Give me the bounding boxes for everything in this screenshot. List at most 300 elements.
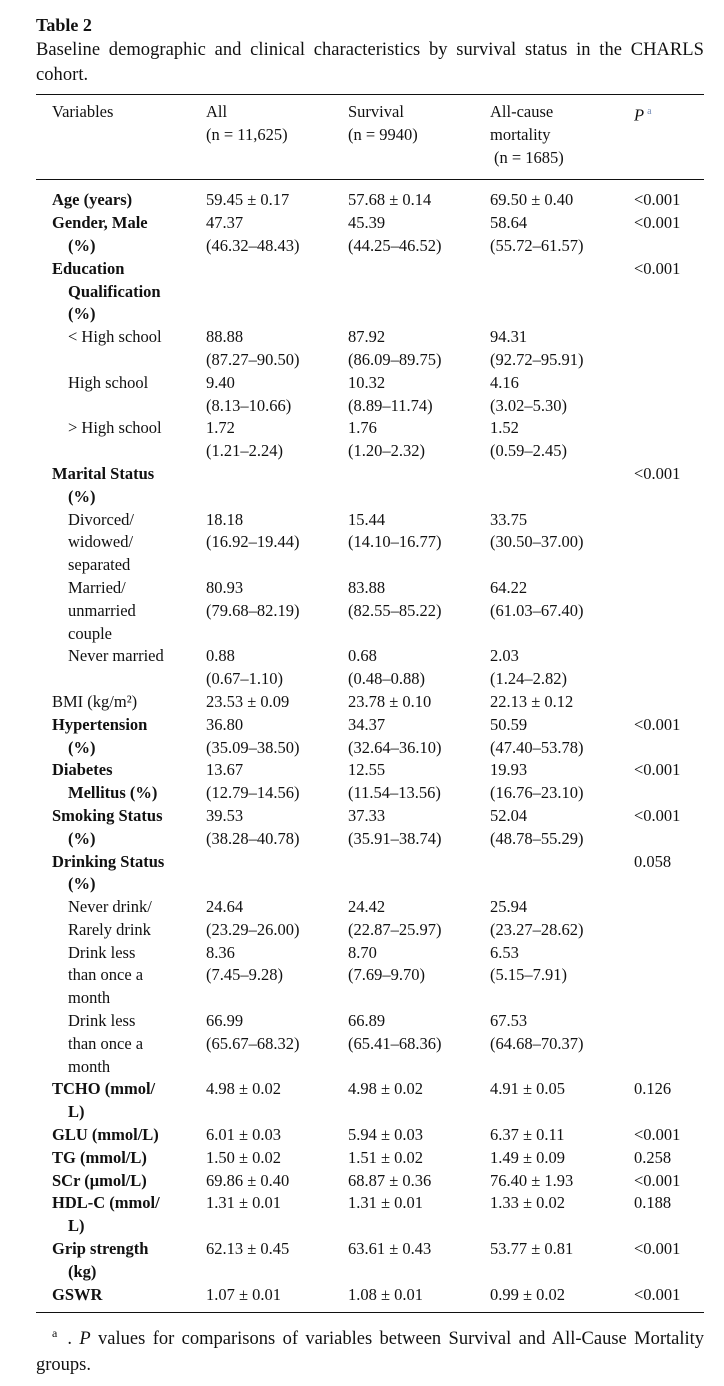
- cell-mortality-line: 1.52: [490, 418, 519, 438]
- cell-all-line: 88.88: [206, 327, 244, 347]
- cell-all-line: (65.67–68.32): [206, 1033, 300, 1053]
- cell-all-line: (38.28–40.78): [206, 828, 300, 848]
- cell-p-value: [632, 942, 704, 1010]
- row-label-line: (kg): [68, 1261, 97, 1281]
- footnote-prefix: .: [67, 1329, 80, 1350]
- cell-all-line: 1.07 ± 0.01: [206, 1284, 282, 1304]
- header-variables-text: Variables: [52, 102, 114, 121]
- cell-all: [206, 1147, 348, 1170]
- header-all: [206, 95, 348, 179]
- cell-p-value: [632, 372, 704, 418]
- table-row: [36, 759, 704, 805]
- cell-all-line: 0.88: [206, 646, 235, 666]
- table-row: [36, 645, 704, 691]
- cell-all-line: 47.37: [206, 213, 244, 233]
- cell-survival-line: 66.89: [348, 1011, 386, 1031]
- cell-survival: [348, 645, 490, 691]
- table-row: [36, 805, 704, 851]
- row-label-line: Diabetes: [52, 760, 113, 780]
- cell-p-value: [632, 1238, 704, 1284]
- cell-mortality: [490, 1170, 632, 1193]
- row-label: [36, 463, 206, 509]
- cell-mortality-line: (0.59–2.45): [490, 441, 567, 461]
- cell-survival-line: 10.32: [348, 372, 386, 392]
- cell-mortality-line: (55.72–61.57): [490, 235, 584, 255]
- cell-survival-line: 83.88: [348, 577, 386, 597]
- cell-p-value: [632, 258, 704, 326]
- row-label-line: (%): [68, 737, 96, 757]
- row-label-line: Drink less: [68, 1011, 136, 1031]
- cell-all-line: 1.31 ± 0.01: [206, 1193, 282, 1213]
- row-label: [36, 1170, 206, 1193]
- cell-survival-line: 1.51 ± 0.02: [348, 1147, 424, 1167]
- header-survival: [348, 95, 490, 179]
- cell-p-value: [632, 691, 704, 714]
- cell-p-value: [632, 417, 704, 463]
- cell-p-value: [632, 645, 704, 691]
- cell-mortality-line: 94.31: [490, 327, 528, 347]
- cell-survival: [348, 577, 490, 645]
- cell-survival: [348, 714, 490, 760]
- cell-mortality: [490, 691, 632, 714]
- cell-p-value: [632, 805, 704, 851]
- row-label-line: < High school: [68, 327, 162, 347]
- cell-p-value: [632, 851, 704, 897]
- row-label-line: L): [68, 1102, 85, 1122]
- cell-p-value: [632, 1078, 704, 1124]
- cell-survival-line: 4.98 ± 0.02: [348, 1079, 424, 1099]
- cell-mortality-line: (23.27–28.62): [490, 919, 584, 939]
- cell-mortality: [490, 896, 632, 942]
- row-label: [36, 1238, 206, 1284]
- cell-all-line: (0.67–1.10): [206, 669, 283, 689]
- cell-survival: [348, 942, 490, 1010]
- cell-all: [206, 1238, 348, 1284]
- row-label-line: couple: [68, 623, 112, 643]
- row-label: [36, 691, 206, 714]
- cell-p-value: [632, 577, 704, 645]
- cell-survival-line: 1.08 ± 0.01: [348, 1284, 424, 1304]
- cell-all: [206, 896, 348, 942]
- cell-survival: [348, 1010, 490, 1078]
- row-label: [36, 258, 206, 326]
- cell-survival: [348, 896, 490, 942]
- cell-p-value: [632, 1010, 704, 1078]
- table-row: [36, 417, 704, 463]
- cell-survival: [348, 509, 490, 577]
- cell-survival-line: 45.39: [348, 213, 386, 233]
- cell-all: [206, 645, 348, 691]
- cell-survival-line: 24.42: [348, 897, 386, 917]
- cell-all: [206, 691, 348, 714]
- cell-mortality: [490, 258, 632, 326]
- cell-all-line: 36.80: [206, 714, 244, 734]
- cell-p-value-line: <0.001: [634, 1284, 681, 1304]
- cell-mortality: [490, 463, 632, 509]
- row-label: [36, 212, 206, 258]
- cell-p-value-line: <0.001: [634, 760, 681, 780]
- table-row: [36, 463, 704, 509]
- cell-mortality-line: 6.53: [490, 942, 519, 962]
- row-label: [36, 942, 206, 1010]
- cell-all: [206, 851, 348, 897]
- cell-mortality-line: 25.94: [490, 897, 528, 917]
- cell-survival-line: 0.68: [348, 646, 377, 666]
- row-label-line: month: [68, 988, 111, 1008]
- row-label: [36, 326, 206, 372]
- cell-p-value-line: 0.258: [634, 1147, 672, 1167]
- row-label: [36, 645, 206, 691]
- cell-survival-line: (0.48–0.88): [348, 669, 425, 689]
- cell-mortality: [490, 1010, 632, 1078]
- table-row: [36, 691, 704, 714]
- table-row: [36, 372, 704, 418]
- cell-all: [206, 759, 348, 805]
- header-all-n: (n = 11,625): [206, 124, 288, 144]
- cell-survival-line: 37.33: [348, 805, 386, 825]
- cell-p-value: [632, 1124, 704, 1147]
- cell-all-line: 23.53 ± 0.09: [206, 691, 290, 711]
- cell-survival-line: (8.89–11.74): [348, 395, 433, 415]
- cell-all: [206, 1078, 348, 1124]
- cell-mortality: [490, 1078, 632, 1124]
- footnote-p-letter: P: [79, 1329, 91, 1350]
- cell-mortality: [490, 212, 632, 258]
- row-label-line: unmarried: [68, 600, 136, 620]
- row-label: [36, 509, 206, 577]
- cell-p-value-line: <0.001: [634, 1125, 681, 1145]
- cell-p-value: [632, 463, 704, 509]
- cell-survival-line: 1.31 ± 0.01: [348, 1193, 424, 1213]
- table-row: [36, 509, 704, 577]
- cell-mortality-line: 4.91 ± 0.05: [490, 1079, 566, 1099]
- cell-mortality: [490, 372, 632, 418]
- row-label-line: Married/: [68, 577, 126, 597]
- cell-all-line: 24.64: [206, 897, 244, 917]
- cell-mortality-line: 0.99 ± 0.02: [490, 1284, 566, 1304]
- cell-survival: [348, 372, 490, 418]
- row-label-line: HDL-C (mmol/: [52, 1193, 160, 1213]
- cell-survival-line: (7.69–9.70): [348, 965, 425, 985]
- cell-all-line: 1.50 ± 0.02: [206, 1147, 282, 1167]
- cell-mortality: [490, 577, 632, 645]
- cell-survival: [348, 1147, 490, 1170]
- row-label: [36, 1124, 206, 1147]
- cell-all: [206, 372, 348, 418]
- footnote-mark: a: [52, 1326, 58, 1341]
- cell-all: [206, 212, 348, 258]
- cell-survival-line: 8.70: [348, 942, 377, 962]
- cell-survival: [348, 1124, 490, 1147]
- table-row: [36, 1147, 704, 1170]
- cell-all: [206, 1124, 348, 1147]
- cell-all-line: 18.18: [206, 509, 244, 529]
- row-label: [36, 1284, 206, 1313]
- row-label-line: (%): [68, 235, 96, 255]
- cell-survival-line: (86.09–89.75): [348, 349, 442, 369]
- cell-survival: [348, 212, 490, 258]
- table-row: [36, 180, 704, 212]
- cell-p-value-line: <0.001: [634, 1170, 681, 1190]
- cell-mortality-line: (16.76–23.10): [490, 783, 584, 803]
- cell-mortality: [490, 942, 632, 1010]
- row-label-line: Grip strength: [52, 1239, 149, 1259]
- cell-all-line: 69.86 ± 0.40: [206, 1170, 290, 1190]
- cell-p-value: [632, 1147, 704, 1170]
- cell-mortality-line: (3.02–5.30): [490, 395, 567, 415]
- cell-all-line: 1.72: [206, 418, 235, 438]
- row-label: [36, 714, 206, 760]
- header-survival-n: (n = 9940): [348, 124, 418, 144]
- table-row: [36, 1010, 704, 1078]
- table-row: [36, 896, 704, 942]
- cell-mortality-line: 6.37 ± 0.11: [490, 1125, 565, 1145]
- row-label: [36, 1192, 206, 1238]
- row-label-line: Education: [52, 258, 125, 278]
- cell-mortality-line: 1.33 ± 0.02: [490, 1193, 566, 1213]
- row-label: [36, 1010, 206, 1078]
- cell-all-line: 80.93: [206, 577, 244, 597]
- header-p-label: P: [634, 105, 645, 125]
- cell-all-line: 13.67: [206, 760, 244, 780]
- cell-mortality: [490, 805, 632, 851]
- header-all-title: All: [206, 102, 228, 121]
- cell-survival: [348, 1238, 490, 1284]
- table-row: [36, 326, 704, 372]
- cell-mortality-line: 52.04: [490, 805, 528, 825]
- cell-p-value: [632, 896, 704, 942]
- cell-survival: [348, 805, 490, 851]
- cell-all: [206, 326, 348, 372]
- row-label-line: Mellitus (%): [68, 783, 158, 803]
- table-row: [36, 1238, 704, 1284]
- row-label: [36, 577, 206, 645]
- row-label-line: GLU (mmol/L): [52, 1125, 159, 1145]
- cell-all-line: (46.32–48.43): [206, 235, 300, 255]
- cell-p-value: [632, 714, 704, 760]
- cell-survival: [348, 691, 490, 714]
- cell-p-value: [632, 212, 704, 258]
- cell-mortality-line: 64.22: [490, 577, 528, 597]
- cell-all-line: (8.13–10.66): [206, 395, 292, 415]
- cell-mortality: [490, 326, 632, 372]
- cell-survival-line: (11.54–13.56): [348, 783, 441, 803]
- cell-all: [206, 1170, 348, 1193]
- cell-survival-line: (14.10–16.77): [348, 532, 442, 552]
- cell-mortality-line: 1.49 ± 0.09: [490, 1147, 566, 1167]
- bottom-rule: [36, 1312, 704, 1313]
- cell-all: [206, 509, 348, 577]
- cell-all: [206, 463, 348, 509]
- row-label-line: than once a: [68, 965, 144, 985]
- header-p-footnote-mark: a: [647, 106, 652, 117]
- header-mortality-n: (n = 1685): [494, 147, 564, 167]
- cell-all-line: (7.45–9.28): [206, 965, 283, 985]
- row-label-line: > High school: [68, 418, 162, 438]
- cell-survival: [348, 417, 490, 463]
- table-row: [36, 1284, 704, 1313]
- cell-p-value-line: <0.001: [634, 463, 681, 483]
- footnote: [36, 1321, 704, 1377]
- cell-survival: [348, 851, 490, 897]
- table-caption: Baseline demographic and clinical characteristics by survival status in the CHARLS cohort.: [36, 40, 704, 85]
- table-number: Table 2: [36, 15, 92, 35]
- cell-survival-line: 87.92: [348, 327, 386, 347]
- cell-survival: [348, 1078, 490, 1124]
- cell-all: [206, 258, 348, 326]
- cell-all: [206, 714, 348, 760]
- row-label-line: GSWR: [52, 1284, 103, 1304]
- cell-mortality-line: 2.03: [490, 646, 519, 666]
- row-label: [36, 372, 206, 418]
- cell-p-value-line: 0.188: [634, 1193, 672, 1213]
- cell-survival-line: 34.37: [348, 714, 386, 734]
- cell-mortality: [490, 851, 632, 897]
- cell-mortality: [490, 1192, 632, 1238]
- table-row: [36, 1078, 704, 1124]
- cell-mortality: [490, 1147, 632, 1170]
- table-body: [36, 179, 704, 1312]
- cell-survival-line: 1.76: [348, 418, 377, 438]
- cell-survival: [348, 258, 490, 326]
- footnote-text: values for comparisons of variables between Survival and All-Cause Mortality groups.: [36, 1329, 704, 1375]
- row-label-line: (%): [68, 304, 96, 324]
- cell-all-line: 39.53: [206, 805, 244, 825]
- cell-p-value: [632, 509, 704, 577]
- cell-survival: [348, 463, 490, 509]
- cell-survival: [348, 180, 490, 212]
- cell-survival-line: (1.20–2.32): [348, 441, 425, 461]
- row-label-line: (%): [68, 874, 96, 894]
- cell-p-value-line: <0.001: [634, 258, 681, 278]
- cell-survival: [348, 326, 490, 372]
- row-label: [36, 417, 206, 463]
- row-label: [36, 1147, 206, 1170]
- header-mortality: [490, 95, 632, 179]
- cell-p-value: [632, 1284, 704, 1313]
- table-row: [36, 212, 704, 258]
- header-p: [632, 95, 704, 179]
- header-survival-title: Survival: [348, 102, 404, 121]
- cell-all-line: (16.92–19.44): [206, 532, 300, 552]
- cell-all-line: 4.98 ± 0.02: [206, 1079, 282, 1099]
- cell-mortality: [490, 417, 632, 463]
- cell-p-value-line: <0.001: [634, 805, 681, 825]
- cell-all-line: (1.21–2.24): [206, 441, 283, 461]
- cell-mortality: [490, 714, 632, 760]
- cell-all-line: (12.79–14.56): [206, 783, 300, 803]
- table-row: [36, 258, 704, 326]
- cell-all-line: (35.09–38.50): [206, 737, 300, 757]
- header-mortality-title: All-cause: [490, 102, 554, 121]
- cell-survival-line: (35.91–38.74): [348, 828, 442, 848]
- row-label-line: High school: [68, 372, 149, 392]
- row-label-line: Never married: [68, 646, 164, 666]
- cell-mortality-line: 4.16: [490, 372, 519, 392]
- cell-survival: [348, 759, 490, 805]
- row-label-line: separated: [68, 555, 131, 575]
- row-label-line: Never drink/: [68, 897, 152, 917]
- cell-survival-line: 5.94 ± 0.03: [348, 1125, 424, 1145]
- cell-mortality: [490, 1284, 632, 1313]
- table-row: [36, 1170, 704, 1193]
- cell-p-value: [632, 759, 704, 805]
- row-label: [36, 805, 206, 851]
- cell-survival-line: 57.68 ± 0.14: [348, 190, 432, 210]
- cell-mortality: [490, 1238, 632, 1284]
- row-label-line: TCHO (mmol/: [52, 1079, 156, 1099]
- cell-mortality-line: 33.75: [490, 509, 528, 529]
- data-table: [36, 95, 704, 1312]
- row-label-line: SCr (μmol/L): [52, 1170, 147, 1190]
- cell-survival-line: (44.25–46.52): [348, 235, 442, 255]
- row-label-line: BMI (kg/m²): [52, 691, 138, 711]
- cell-mortality-line: (64.68–70.37): [490, 1033, 584, 1053]
- cell-mortality-line: 53.77 ± 0.81: [490, 1239, 574, 1259]
- cell-mortality-line: 58.64: [490, 213, 528, 233]
- cell-all: [206, 180, 348, 212]
- cell-survival: [348, 1170, 490, 1193]
- row-label-line: Drinking Status: [52, 851, 165, 871]
- header-mortality-title-2: mortality: [490, 124, 551, 144]
- row-label-line: Smoking Status: [52, 805, 163, 825]
- cell-all-line: 6.01 ± 0.03: [206, 1125, 282, 1145]
- row-label-line: L): [68, 1216, 85, 1236]
- cell-mortality: [490, 645, 632, 691]
- cell-all: [206, 1010, 348, 1078]
- row-label: [36, 1078, 206, 1124]
- row-label-line: Gender, Male: [52, 213, 148, 233]
- cell-all: [206, 942, 348, 1010]
- cell-survival-line: (22.87–25.97): [348, 919, 442, 939]
- cell-p-value-line: 0.126: [634, 1079, 672, 1099]
- cell-all-line: 66.99: [206, 1011, 244, 1031]
- cell-survival: [348, 1192, 490, 1238]
- row-label: [36, 759, 206, 805]
- table-row: [36, 1192, 704, 1238]
- row-label-line: than once a: [68, 1033, 144, 1053]
- table-row: [36, 714, 704, 760]
- row-label: [36, 180, 206, 212]
- cell-all-line: (87.27–90.50): [206, 349, 300, 369]
- cell-all: [206, 1192, 348, 1238]
- table-row: [36, 851, 704, 897]
- cell-survival-line: 68.87 ± 0.36: [348, 1170, 432, 1190]
- cell-all-line: (79.68–82.19): [206, 600, 300, 620]
- cell-mortality: [490, 180, 632, 212]
- cell-p-value-line: <0.001: [634, 714, 681, 734]
- cell-mortality: [490, 509, 632, 577]
- cell-all-line: 62.13 ± 0.45: [206, 1239, 290, 1259]
- cell-p-value: [632, 1170, 704, 1193]
- row-label-line: Divorced/: [68, 509, 134, 529]
- cell-mortality-line: 22.13 ± 0.12: [490, 691, 574, 711]
- table-page: [36, 12, 704, 1378]
- cell-all-line: 8.36: [206, 942, 235, 962]
- cell-mortality-line: 76.40 ± 1.93: [490, 1170, 574, 1190]
- row-label-line: Hypertension: [52, 714, 148, 734]
- row-label-line: Qualification: [68, 281, 161, 301]
- cell-all-line: 9.40: [206, 372, 235, 392]
- row-label-line: month: [68, 1056, 111, 1076]
- row-label-line: (%): [68, 486, 96, 506]
- cell-p-value-line: <0.001: [634, 213, 681, 233]
- cell-mortality-line: (92.72–95.91): [490, 349, 584, 369]
- cell-survival-line: 23.78 ± 0.10: [348, 691, 432, 711]
- cell-survival-line: (82.55–85.22): [348, 600, 442, 620]
- cell-mortality-line: (47.40–53.78): [490, 737, 584, 757]
- cell-survival-line: 12.55: [348, 760, 386, 780]
